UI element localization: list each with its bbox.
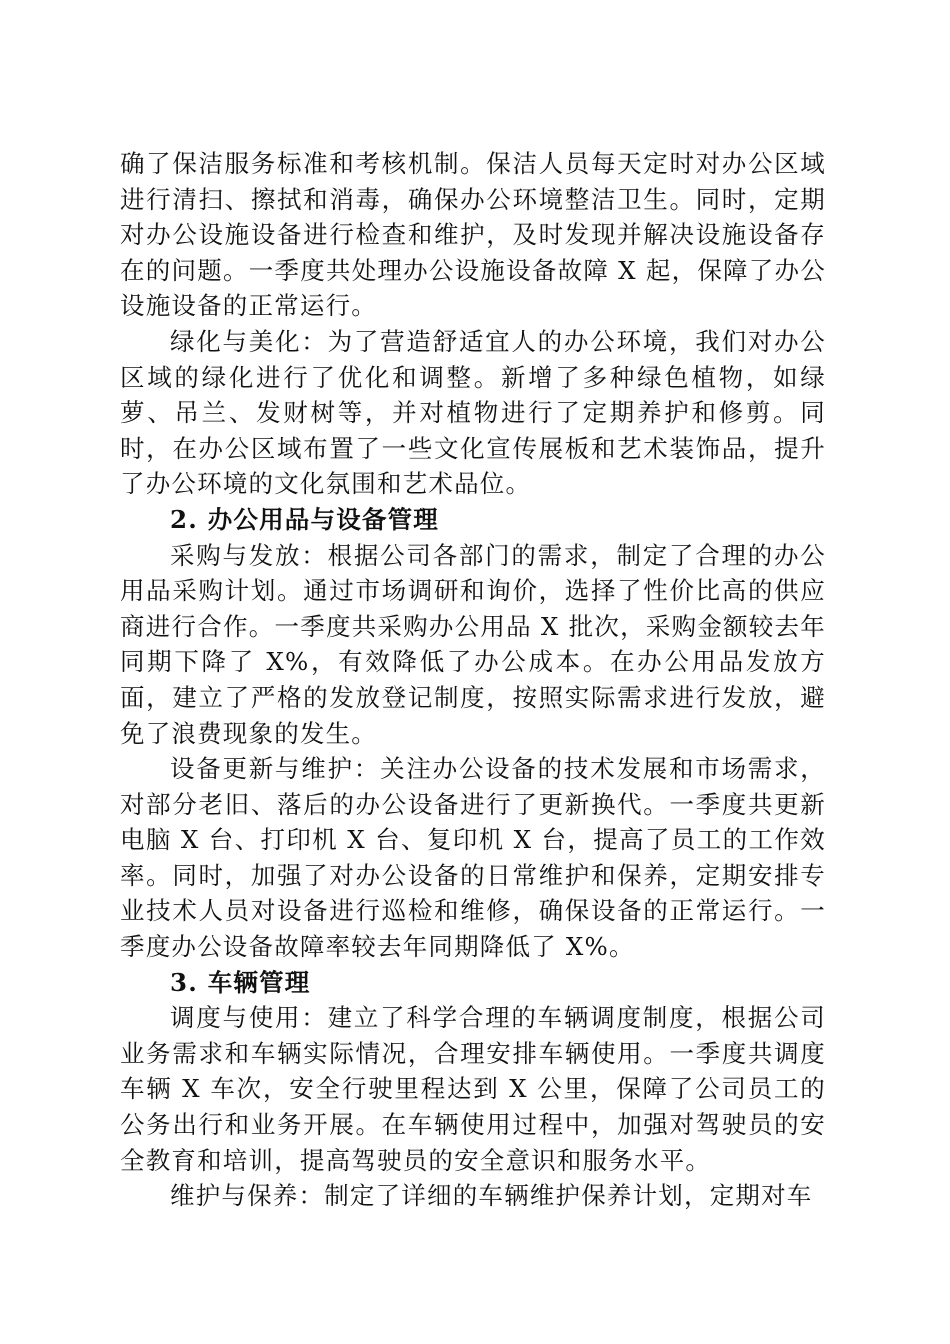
section-heading-office-supplies: 2. 办公用品与设备管理	[170, 504, 440, 534]
paragraph-equipment: 设备更新与维护：关注办公设备的技术发展和市场需求，对部分老旧、落后的办公设备进行了更新换代。一季度共更新电脑 X 台、打印机 X 台、复印机 X 台，提高了员工的工作效率。同时，加强了对办公设备的日常维护和保养，定期安排专业技术人员对设备进行巡检和维修，确保设备的正常运行。一季度办公设备故障率较去年同期降低了 X%。	[120, 754, 826, 962]
paragraph-vehicle-maintenance: 维护与保养：制定了详细的车辆维护保养计划，定期对车	[170, 1181, 813, 1211]
paragraph-procurement: 采购与发放：根据公司各部门的需求，制定了合理的办公用品采购计划。通过市场调研和询价，选择了性价比高的供应商进行合作。一季度共采购办公用品 X 批次，采购金额较去年同期下降了 X%，有效降低了办公成本。在办公用品发放方面，建立了严格的发放登记制度，按照实际需求进行发放，避免了浪费现象的发生。	[120, 540, 826, 748]
paragraph-greening: 绿化与美化：为了营造舒适宜人的办公环境，我们对办公区域的绿化进行了优化和调整。新增了多种绿色植物，如绿萝、吊兰、发财树等，并对植物进行了定期养护和修剪。同时，在办公区域布置了一些文化宣传展板和艺术装饰品，提升了办公环境的文化氛围和艺术品位。	[120, 326, 826, 499]
paragraph-vehicle-dispatch: 调度与使用：建立了科学合理的车辆调度制度，根据公司业务需求和车辆实际情况，合理安排车辆使用。一季度共调度车辆 X 车次，安全行驶里程达到 X 公里，保障了公司员工的公务出行和业务开展。在车辆使用过程中，加强对驾驶员的安全教育和培训，提高驾驶员的安全意识和服务水平。	[120, 1003, 826, 1175]
paragraph-cleaning-continued: 确了保洁服务标准和考核机制。保洁人员每天定时对办公区域进行清扫、擦拭和消毒，确保办公环境整洁卫生。同时，定期对办公设施设备进行检查和维护，及时发现并解决设施设备存在的问题。一季度共处理办公设施设备故障 X 起，保障了办公设施设备的正常运行。	[120, 149, 826, 321]
section-heading-vehicles: 3. 车辆管理	[170, 967, 311, 997]
document-page	[120, 146, 826, 1214]
